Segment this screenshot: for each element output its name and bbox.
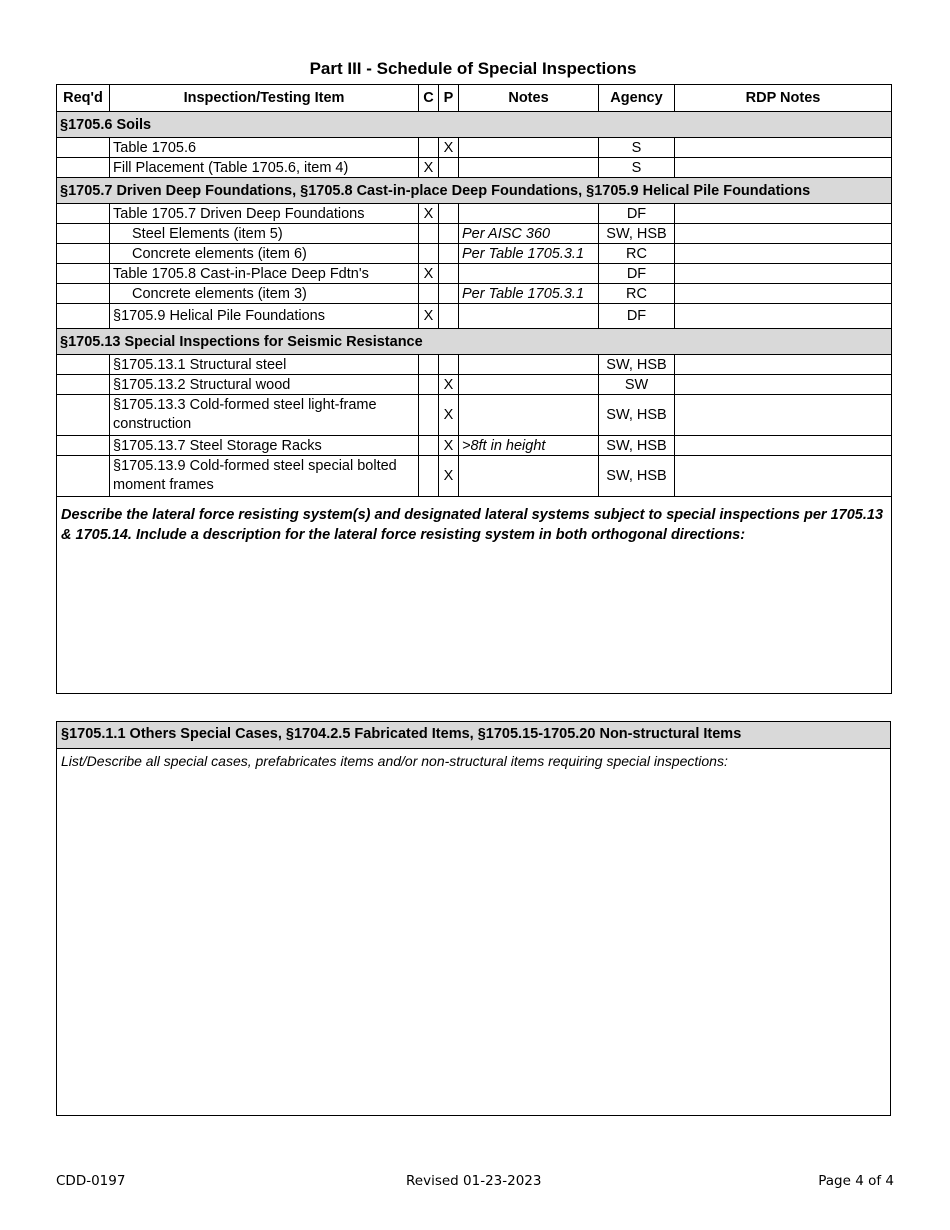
item-cell: Table 1705.7 Driven Deep Foundations [110, 204, 419, 224]
p-cell: X [439, 138, 459, 158]
item-cell: Table 1705.8 Cast-in-Place Deep Fdtn's [110, 264, 419, 284]
table-row [57, 224, 892, 244]
other-special-cases-heading: §1705.1.1 Others Special Cases, §1704.2.5 Fabricated Items, §1705.15-1705.20 Non-structural Items [57, 722, 890, 749]
rdp-notes-cell[interactable] [675, 375, 892, 395]
p-cell [439, 355, 459, 375]
notes-cell: >8ft in height [459, 436, 599, 456]
p-cell: X [439, 395, 459, 436]
c-cell: X [419, 158, 439, 178]
c-cell [419, 436, 439, 456]
notes-cell: Per AISC 360 [459, 224, 599, 244]
col-header-rdp-notes: RDP Notes [675, 85, 892, 112]
section-title: §1705.6 Soils [57, 112, 892, 138]
reqd-cell[interactable] [57, 304, 110, 329]
c-cell [419, 244, 439, 264]
page-title: Part III - Schedule of Special Inspections [309, 59, 637, 78]
col-header-agency: Agency [599, 85, 675, 112]
table-row [57, 456, 892, 497]
reqd-cell[interactable] [57, 158, 110, 178]
notes-cell [459, 304, 599, 329]
reqd-cell[interactable] [57, 244, 110, 264]
reqd-cell[interactable] [57, 204, 110, 224]
notes-cell [459, 158, 599, 178]
item-cell: §1705.13.7 Steel Storage Racks [110, 436, 419, 456]
table-row [57, 264, 892, 284]
p-cell: X [439, 456, 459, 497]
footer-form-id: CDD-0197 [56, 1173, 126, 1189]
rdp-notes-cell[interactable] [675, 264, 892, 284]
rdp-notes-cell[interactable] [675, 355, 892, 375]
item-cell: §1705.13.2 Structural wood [110, 375, 419, 395]
item-cell: §1705.13.1 Structural steel [110, 355, 419, 375]
table-row [57, 436, 892, 456]
item-cell: Table 1705.6 [110, 138, 419, 158]
item-cell: §1705.13.3 Cold-formed steel light-frame construction [110, 395, 419, 436]
agency-cell: RC [599, 284, 675, 304]
lateral-description-field[interactable]: Describe the lateral force resisting system(s) and designated lateral systems subject to special inspections per 1705.13 & 1705.14. Include a description for the lateral force resisting system in both orthogonal directions: [57, 497, 892, 694]
reqd-cell[interactable] [57, 138, 110, 158]
rdp-notes-cell[interactable] [675, 224, 892, 244]
agency-cell: SW, HSB [599, 355, 675, 375]
c-cell [419, 395, 439, 436]
agency-cell: DF [599, 304, 675, 329]
item-cell: Steel Elements (item 5) [110, 224, 419, 244]
rdp-notes-cell[interactable] [675, 395, 892, 436]
footer-revised: Revised 01-23-2023 [406, 1173, 542, 1189]
agency-cell: S [599, 138, 675, 158]
section-seismic [57, 329, 892, 355]
item-cell: §1705.13.9 Cold-formed steel special bolted moment frames [110, 456, 419, 497]
inspection-schedule-table [56, 84, 892, 694]
p-cell [439, 284, 459, 304]
rdp-notes-cell[interactable] [675, 436, 892, 456]
agency-cell: DF [599, 204, 675, 224]
reqd-cell[interactable] [57, 395, 110, 436]
reqd-cell[interactable] [57, 355, 110, 375]
table-row [57, 355, 892, 375]
table-row [57, 244, 892, 264]
p-cell: X [439, 436, 459, 456]
reqd-cell[interactable] [57, 375, 110, 395]
agency-cell: SW, HSB [599, 395, 675, 436]
c-cell [419, 456, 439, 497]
c-cell [419, 138, 439, 158]
c-cell: X [419, 304, 439, 329]
item-cell: Fill Placement (Table 1705.6, item 4) [110, 158, 419, 178]
c-cell [419, 375, 439, 395]
table-row [57, 375, 892, 395]
p-cell: X [439, 375, 459, 395]
notes-cell [459, 355, 599, 375]
agency-cell: RC [599, 244, 675, 264]
agency-cell: SW, HSB [599, 224, 675, 244]
footer-page-number: Page 4 of 4 [818, 1173, 894, 1189]
c-cell [419, 284, 439, 304]
p-cell [439, 244, 459, 264]
notes-cell: Per Table 1705.3.1 [459, 284, 599, 304]
item-cell: §1705.9 Helical Pile Foundations [110, 304, 419, 329]
reqd-cell[interactable] [57, 264, 110, 284]
agency-cell: S [599, 158, 675, 178]
col-header-item: Inspection/Testing Item [110, 85, 419, 112]
col-header-c: C [419, 85, 439, 112]
notes-cell: Per Table 1705.3.1 [459, 244, 599, 264]
rdp-notes-cell[interactable] [675, 244, 892, 264]
rdp-notes-cell[interactable] [675, 456, 892, 497]
p-cell [439, 264, 459, 284]
agency-cell: DF [599, 264, 675, 284]
rdp-notes-cell[interactable] [675, 284, 892, 304]
section-soils [57, 112, 892, 138]
table-row [57, 204, 892, 224]
notes-cell [459, 395, 599, 436]
item-cell: Concrete elements (item 6) [110, 244, 419, 264]
header-row [57, 85, 892, 112]
reqd-cell[interactable] [57, 456, 110, 497]
other-special-cases-box [56, 721, 891, 1116]
col-header-reqd: Req'd [57, 85, 110, 112]
notes-cell [459, 456, 599, 497]
reqd-cell[interactable] [57, 224, 110, 244]
item-cell: Concrete elements (item 3) [110, 284, 419, 304]
table-row [57, 395, 892, 436]
agency-cell: SW [599, 375, 675, 395]
reqd-cell[interactable] [57, 436, 110, 456]
p-cell [439, 224, 459, 244]
c-cell: X [419, 204, 439, 224]
notes-cell [459, 204, 599, 224]
notes-cell [459, 375, 599, 395]
section-title: §1705.13 Special Inspections for Seismic Resistance [57, 329, 892, 355]
rdp-notes-cell[interactable] [675, 204, 892, 224]
reqd-cell[interactable] [57, 284, 110, 304]
col-header-notes: Notes [459, 85, 599, 112]
p-cell [439, 204, 459, 224]
agency-cell: SW, HSB [599, 456, 675, 497]
c-cell [419, 355, 439, 375]
lateral-description-row [57, 497, 892, 694]
other-special-cases-field[interactable]: List/Describe all special cases, prefabricates items and/or non-structural items requiring special inspections: [61, 753, 728, 769]
c-cell: X [419, 264, 439, 284]
notes-cell [459, 138, 599, 158]
section-title: §1705.7 Driven Deep Foundations, §1705.8 Cast-in-place Deep Foundations, §1705.9 Helical Pile Foundations [57, 178, 892, 204]
rdp-notes-cell[interactable] [675, 138, 892, 158]
col-header-p: P [439, 85, 459, 112]
rdp-notes-cell[interactable] [675, 158, 892, 178]
rdp-notes-cell[interactable] [675, 304, 892, 329]
table-row [57, 284, 892, 304]
notes-cell [459, 264, 599, 284]
p-cell [439, 158, 459, 178]
c-cell [419, 224, 439, 244]
p-cell [439, 304, 459, 329]
table-row [57, 158, 892, 178]
agency-cell: SW, HSB [599, 436, 675, 456]
table-row [57, 304, 892, 329]
table-row [57, 138, 892, 158]
section-foundations [57, 178, 892, 204]
